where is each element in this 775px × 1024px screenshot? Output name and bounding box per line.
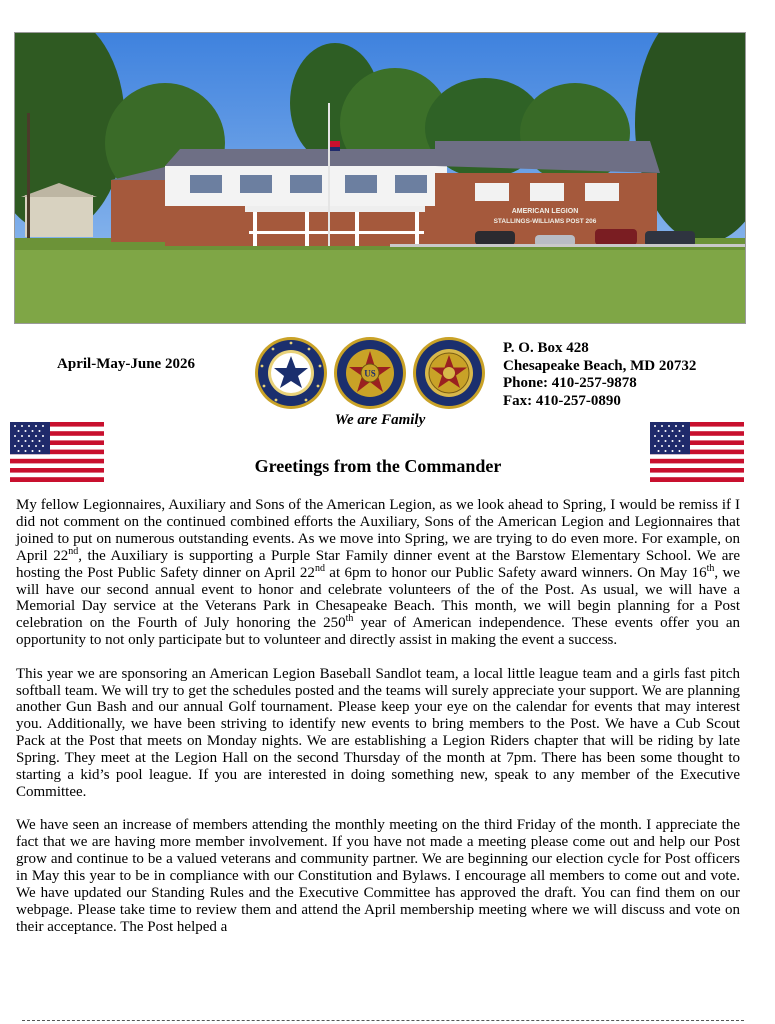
fax-number: Fax: 410-257-0890 xyxy=(503,392,621,409)
sons-of-the-american-legion-emblem-icon xyxy=(412,336,486,410)
svg-text:STALLINGS-WILLIAMS POST 206: STALLINGS-WILLIAMS POST 206 xyxy=(493,218,597,225)
city-state-zip: Chesapeake Beach, MD 20732 xyxy=(503,357,697,374)
us-flag-left-icon xyxy=(10,422,104,482)
motto: We are Family xyxy=(334,412,426,428)
svg-text:US: US xyxy=(364,368,376,379)
po-box: P. O. Box 428 xyxy=(503,340,589,356)
svg-text:AMERICAN LEGION: AMERICAN LEGION xyxy=(511,208,579,215)
article-title: Greetings from the Commander xyxy=(254,456,502,476)
american-legion-emblem-icon xyxy=(333,336,407,410)
post-address xyxy=(503,340,696,410)
phone-number: Phone: 410-257-9878 xyxy=(503,375,637,391)
article-paragraph-3: We have seen an increase of members attending the monthly meeting on the third Friday of the month. I appreciate the fact that we are having more member involvement. If you have not made a meeting please come out and help our Post grow and continue to be a valued veterans and community partner. We are beginning our election cycle for Post officers in May this year to be in compliance with our Constitution and Bylaws. I encourage all members to come out and vote. We have updated our Standing Rules and the Executive Committee has approved the draft. You can find them on our webpage. Please take time to review them and attend the April membership meeting where we will discuss and vote on their acceptance. The Post helped a xyxy=(16,817,740,935)
us-flag-right-icon xyxy=(650,422,744,482)
article-paragraph-1: My fellow Legionnaires, Auxiliary and Sons of the American Legion, as we look ahead to Spring, I would be remiss if I did not comment on the continued combined efforts the Auxiliary, Sons of the American Legion and Legionnaires that joined to put on numerous outstanding events. As we move into Spring, we are trying to do even more. For example, on April 22nd, the Auxiliary is supporting a Purple Star Family dinner event at the Barstow Elementary School. We are hosting the Post Public Safety dinner on April 22nd at 6pm to honor our Public Safety award winners. On May 16th, we will have our second annual event to honor and celebrate volunteers of the of the Post. As usual, we will have a Memorial Day service at the Veterans Park in Chesapeake Beach. This month, we will begin planning for a Post celebration on the Fourth of July honoring the 250th year of American independence. These events offer you an opportunity to not only participate but to volunteer and directly assist in making the event a success. xyxy=(16,497,741,649)
page-divider xyxy=(22,1020,744,1021)
issue-date: April-May-June 2026 xyxy=(57,356,195,372)
commander-greeting-article xyxy=(16,497,740,936)
article-paragraph-2: This year we are sponsoring an American Legion Baseball Sandlot team, a local little league team and a girls fast pitch softball team. We will try to get the schedules posted and the teams will surely appreciate your support. We are planning another Gun Bash and our annual Golf tournament. Please keep your eye on the calendar for events that may interest you. Additionally, we have been striving to identify new events to bring members to the Post. We have a Cub Scout Pack at the Post that meets on Monday nights. We are establishing a Legion Riders chapter that will be riding by late Spring. They meet at the Legion Hall on the second Thursday of the month at 7pm. There has been some thought to starting a kid’s pool league. If you are interested in doing something new, speak to any member of the Executive Committee. xyxy=(16,665,740,800)
legion-family-emblems xyxy=(254,336,486,410)
american-legion-auxiliary-emblem-icon xyxy=(254,336,328,410)
post-building-photo xyxy=(14,32,746,324)
